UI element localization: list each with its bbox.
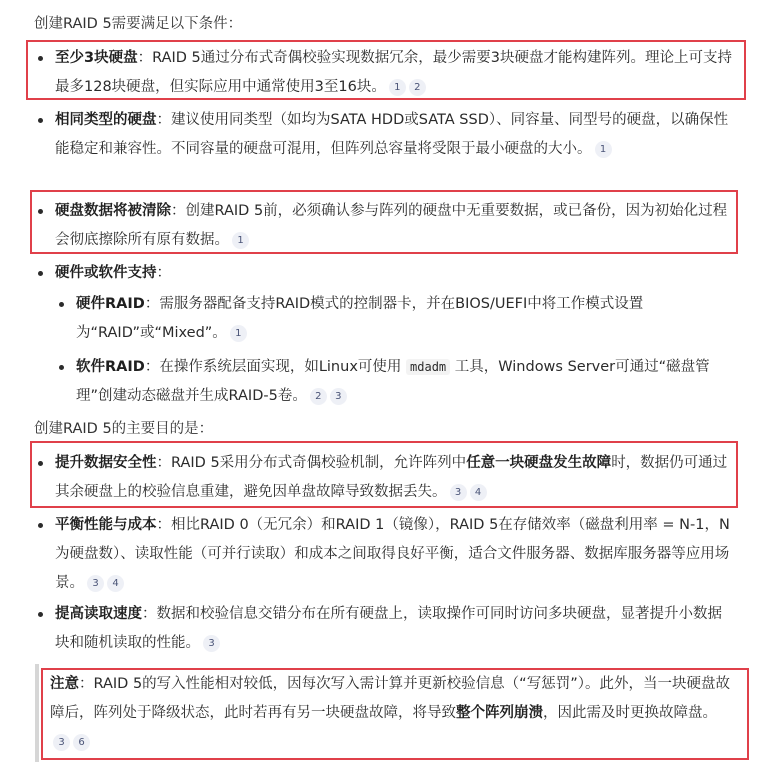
list-item-text (55, 259, 735, 288)
list-item-min-disks (55, 44, 735, 102)
list-item-performance-cost (55, 511, 735, 598)
list-item-body: ：在操作系统层面实现，如Linux可使用 (144, 359, 407, 375)
list-item-body: ：相比RAID 0（无冗余）和RAID 1（镜像），RAID 5在存储效率（磁盘利用率 = N-1，N为硬盘数）、读取性能（可并行读取）和成本之间取得良好平衡，适合文件服务器、数据库服务器等应用场景。 (55, 517, 730, 591)
bullet-dot (38, 118, 43, 123)
list-item-title: 软件RAID (76, 359, 145, 375)
list-item-title: 硬件或软件支持 (55, 265, 157, 281)
citation-badge[interactable]: 3 (53, 734, 70, 751)
citation-badge[interactable]: 1 (230, 325, 247, 342)
citation-badge[interactable]: 3 (87, 575, 104, 592)
emphasis-text: 整个阵列崩溃 (456, 705, 543, 721)
list-item-text (76, 353, 736, 411)
list-item-title: 至少3块硬盘 (55, 50, 138, 66)
note-body: ，因此需及时更换故障盘。 (543, 705, 717, 721)
note-title: 注意 (50, 676, 79, 692)
list-item-title: 提高读取速度 (55, 606, 142, 622)
bullet-dot (38, 56, 43, 61)
emphasis-text: 任意一块硬盘发生故障 (466, 455, 612, 471)
citation-badge[interactable]: 3 (330, 388, 347, 405)
section-heading-purposes: 创建RAID 5的主要目的是： (34, 421, 214, 437)
list-item-title: 提升数据安全性 (55, 455, 157, 471)
list-item-body: ：RAID 5通过分布式奇偶校验实现数据冗余，最少需要3块硬盘才能构建阵列。理论上可支持最多128块硬盘，但实际应用中通常使用3至16块。 (55, 50, 732, 95)
list-item-body: ：数据和校验信息交错分布在所有硬盘上，读取操作可同时访问多块硬盘，显著提升小数据块和随机读取的性能。 (55, 606, 722, 651)
note-blockquote (50, 670, 734, 757)
bullet-dot (59, 302, 64, 307)
section-heading-conditions: 创建RAID 5需要满足以下条件： (34, 16, 243, 32)
list-item-text (55, 197, 735, 255)
list-item-title: 硬盘数据将被清除 (55, 203, 171, 219)
list-item-data-safety (55, 449, 735, 507)
bullet-dot (38, 523, 43, 528)
note-body: ：RAID 5的写入性能相对较低，因每次写入需计算并更新校验信息（“写惩罚”）。此外，当一块硬盘故障后，阵列处于降级状态，此时若再有另一块硬盘故障，将导致 (50, 676, 730, 721)
inline-code: mdadm (406, 359, 450, 375)
list-item-same-type (55, 106, 735, 164)
list-item-text (76, 290, 736, 348)
citation-badge[interactable]: 1 (232, 232, 249, 249)
sub-item-software-raid (76, 353, 736, 411)
bullet-dot (38, 461, 43, 466)
citation-badge[interactable]: 2 (409, 79, 426, 96)
list-item-body: ：建议使用同类型（如均为SATA HDD或SATA SSD）、同容量、同型号的硬盘，以确保性能稳定和兼容性。不同容量的硬盘可混用，但阵列总容量将受限于最小硬盘的大小。 (55, 112, 729, 157)
citation-badge[interactable]: 1 (389, 79, 406, 96)
list-item-title: 相同类型的硬盘 (55, 112, 157, 128)
list-item-title: 平衡性能与成本 (55, 517, 157, 533)
citation-badge[interactable]: 1 (595, 141, 612, 158)
list-item-text (55, 106, 735, 164)
bullet-dot (38, 612, 43, 617)
citation-badge[interactable]: 6 (73, 734, 90, 751)
list-item-body: 工具，Windows Server可通过“磁盘管理”创建动态磁盘并生成RAID-5卷。 (76, 359, 710, 404)
list-item-read-speed (55, 600, 735, 658)
list-item-body: 时，数据仍可通过其余硬盘上的校验信息重建，避免因单盘故障导致数据丢失。 (55, 455, 728, 500)
list-item-text (55, 511, 735, 598)
citation-badge[interactable]: 3 (450, 484, 467, 501)
list-item-body: ：需服务器配备支持RAID模式的控制器卡，并在BIOS/UEFI中将工作模式设置为“RAID”或“Mixed”。 (76, 296, 644, 341)
citation-badge[interactable]: 4 (107, 575, 124, 592)
list-item-text (55, 600, 735, 658)
bullet-dot (59, 365, 64, 370)
list-item-hw-sw-support (55, 259, 735, 288)
list-item-data-cleared (55, 197, 735, 255)
citation-badge[interactable]: 2 (310, 388, 327, 405)
sub-item-hardware-raid (76, 290, 736, 348)
list-item-text (55, 449, 735, 507)
list-item-body: ： (156, 265, 171, 281)
bullet-dot (38, 209, 43, 214)
list-item-body: ：RAID 5采用分布式奇偶校验机制，允许阵列中 (156, 455, 467, 471)
list-item-body: ：创建RAID 5前，必须确认参与阵列的硬盘中无重要数据，或已备份，因为初始化过程会彻底擦除所有原有数据。 (55, 203, 728, 248)
note-text (50, 670, 734, 757)
list-item-text (55, 44, 735, 102)
list-item-title: 硬件RAID (76, 296, 145, 312)
blockquote-bar (35, 664, 39, 762)
citation-badge[interactable]: 4 (470, 484, 487, 501)
citation-badge[interactable]: 3 (203, 635, 220, 652)
bullet-dot (38, 271, 43, 276)
